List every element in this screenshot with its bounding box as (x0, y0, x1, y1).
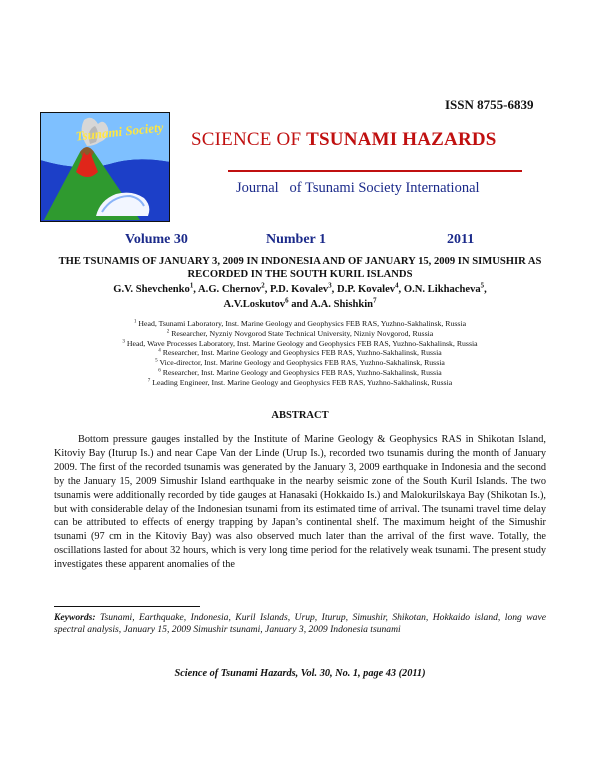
affiliation-marker: 6 (158, 367, 161, 374)
journal-title-prefix: SCIENCE OF (191, 129, 307, 150)
author-name-text: O.N. Likhacheva (403, 284, 481, 295)
author-name (404, 284, 484, 295)
affiliation-list (55, 319, 545, 388)
author-name-text: G.V. Shevchenko (113, 284, 190, 295)
author-list: G.V. Shevchenko$^1$, A.G. Chernov$^2$, P.D. Kovalev$^3$, D.P. Kovalev$^4$, O.N. Likhacheva$^5$, A.V.Loskutov$^6$ and A.A. Shishkin$^7$ (113, 282, 487, 310)
affiliation-marker: 2 (166, 328, 170, 335)
author-name (198, 284, 265, 295)
affiliation-line (55, 348, 545, 358)
affiliation-text: Head, Tsunami Laboratory, Inst. Marine Geology and Geophysics FEB RAS, Yuzhno-Sakhalinsk, Russia (136, 319, 467, 328)
issue-info (0, 232, 600, 250)
tsunami-society-logo (40, 112, 170, 222)
author-name (270, 284, 332, 295)
journal-title-main: TSUNAMI HAZARDS (306, 129, 497, 150)
author-affiliation-marker: 1 (189, 282, 194, 290)
author-affiliation-marker: 7 (373, 297, 377, 305)
title-divider (228, 170, 522, 172)
number-label: Number 1 (266, 232, 327, 247)
journal-title (191, 129, 497, 151)
abstract-text: Bottom pressure gauges installed by the Institute of Marine Geology & Geophysics RAS in Shikotan Island, Kitoviy Bay (Iturup Is.) and near Cape Van der Linde (Urup Is.), recorded two tsunamis during the month of January 2009. The first of the recorded tsunamis was generated by the January 3, 2009 earthquake in Indonesia and the second by the January 15, 2009 Simushir Island earthquake in the nearby seismic zone of the South Kuril Islands. The two tsunamis were additionally recorded by tide gauges at Hanasaki (Hokkaido Is.) and Malokurilskaya Bay (Shikotan Is.), but with considerable delay of the Indonesian tsunami from its estimated time of arrival. The tsunami travel time delay can be attributed to effects of energy trapping by Japan’s continental shelf. The maximum height of the Simushir tsunami (97 cm in the Kitoviy Bay) was also observed much later than the arrival of the first wave. Totally, the oscillations lasted for about 32 hours, which is very long time period for the relatively weak tsunami. The present study investigates these apparent anomalies of the (54, 434, 546, 571)
affiliation-text: Leading Engineer, Inst. Marine Geology and Geophysics FEB RAS, Yuzhno-Sakhalinsk, Russia (150, 377, 453, 387)
keywords-label: Keywords: (54, 612, 96, 623)
paper-title: THE TSUNAMIS OF JANUARY 3, 2009 IN INDONESIA AND OF JANUARY 15, 2009 IN SIMUSHIR AS RECORDED IN THE SOUTH KURIL ISLANDS (58, 256, 542, 280)
author-name (310, 299, 376, 310)
affiliation-text: Vice-director, Inst. Marine Geology and Geophysics FEB RAS, Yuzhno-Sakhalinsk, Russia (157, 358, 445, 368)
author-affiliation-marker: 3 (328, 282, 332, 290)
author-name-text: A.A. Shishkin (310, 299, 374, 310)
author-name-text: D.P. Kovalev (336, 284, 396, 295)
keywords-text: Tsunami, Earthquake, Indonesia, Kuril Islands, Urup, Iturup, Simushir, Shikotan, Hokkaido island, long wave spectral analysis, January 15, 2009 Simushir tsunami, January 3, 2009 Indonesia tsunami (54, 612, 546, 636)
keywords (54, 612, 546, 637)
journal-subtitle: Journal of Tsunami Society International (236, 180, 480, 196)
affiliation-line (55, 329, 545, 339)
author-name (113, 284, 193, 295)
affiliation-marker: 4 (158, 347, 161, 354)
affiliation-marker: 7 (147, 377, 151, 384)
author-affiliation-marker: 5 (480, 282, 485, 290)
author-name-text: A.V.Loskutov (223, 299, 286, 310)
affiliation-line (55, 339, 545, 349)
author-affiliation-marker: 2 (261, 282, 265, 290)
year-label: 2011 (447, 232, 475, 247)
author-name-text: A.G. Chernov (198, 284, 262, 295)
affiliation-line (55, 378, 545, 388)
affiliation-text: Head, Wave Processes Laboratory, Inst. Marine Geology and Geophysics FEB RAS, Yuzhno-Sakhalinsk, Russia (124, 338, 478, 348)
author-affiliation-marker: 4 (395, 282, 399, 290)
logo-text: Tsunami Society (74, 119, 165, 144)
volume-label: Volume 30 (125, 232, 188, 247)
author-name (223, 299, 288, 310)
affiliation-line (55, 368, 545, 378)
affiliation-marker: 1 (133, 318, 137, 325)
abstract-heading: ABSTRACT (271, 410, 329, 421)
affiliation-line (55, 319, 545, 329)
affiliation-marker: 3 (122, 338, 125, 344)
affiliation-marker: 5 (155, 357, 158, 364)
author-affiliation-marker: 6 (285, 297, 289, 305)
author-name (337, 284, 399, 295)
footer-citation: Science of Tsunami Hazards, Vol. 30, No. 1, page 43 (2011) (174, 668, 426, 679)
issn-number: ISSN 8755-6839 (445, 97, 534, 112)
affiliation-text: Researcher, Inst. Marine Geology and Geophysics FEB RAS, Yuzhno-Sakhalinsk, Russia (160, 348, 442, 358)
affiliation-line (55, 358, 545, 368)
affiliation-text: Researcher, Nyzniy Novgorod State Technical University, Nizniy Novgorod, Russia (169, 328, 434, 338)
author-name-text: P.D. Kovalev (270, 284, 329, 295)
affiliation-text: Researcher, Inst. Marine Geology and Geophysics FEB RAS, Yuzhno-Sakhalinsk, Russia (160, 367, 442, 377)
footnote-divider (54, 606, 200, 607)
